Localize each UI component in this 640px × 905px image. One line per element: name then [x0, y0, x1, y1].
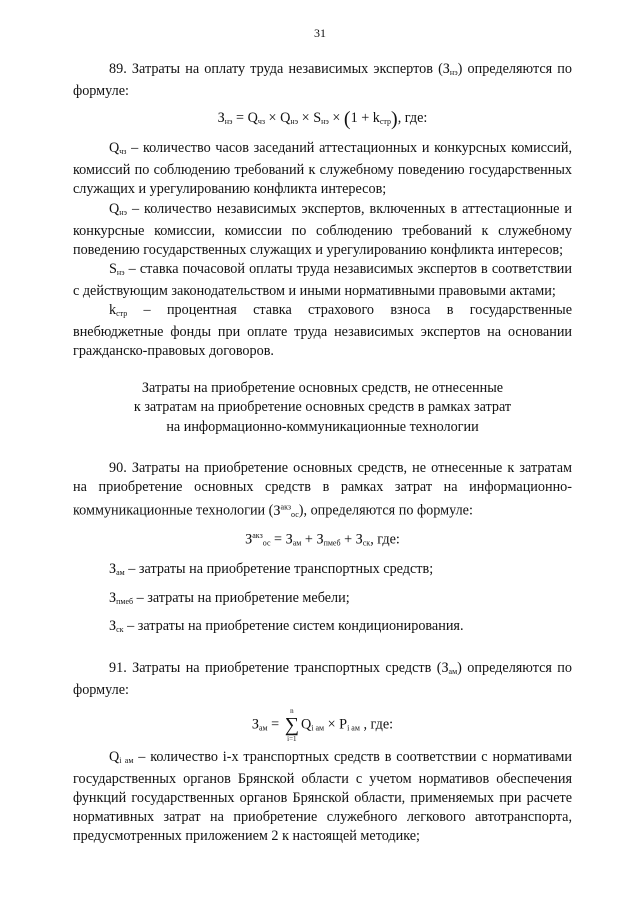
paragraph-89: 89. Затраты на оплату труда независимых экспертов $(З_{нэ})$ определяются по формуле:	[73, 61, 572, 100]
section-heading	[73, 379, 572, 436]
definition-q-iam: $Q_{i ам}$ – количество i-х транспортных средств в соответствии с нормативами государственных органов Брянской области с учетом нормативов обеспечения функций государственных органов Брянской области, применяемых при расчете нормативных затрат на приобретение служебного легкового автотранспорта, предусмотренных приложением 2 к настоящей методике;	[73, 748, 572, 845]
summation: n ∑ i=1	[284, 706, 299, 743]
heading-line: на информационно-коммуникационные технологии	[166, 418, 479, 435]
paragraph-90: 90. Затраты на приобретение основных средств, не отнесенные к затратам на приобретение основных средств в рамках затрат на информационно-коммуникационные технологии $(З^{акз}_{ос})$, определяются по формуле:	[73, 459, 572, 519]
paragraph-91: 91. Затраты на приобретение транспортных средств $(З_{ам})$ определяются по формуле:	[73, 659, 572, 698]
symbol: $З^{акз}_{ос}$	[273, 501, 299, 519]
definition-k-str: $k_{стр}$ – процентная ставка страхового взноса в государственные внебюджетные фонды при оплате труда независимых экспертов на основании гражданско-правовых договоров.	[73, 302, 572, 360]
definition-z-am: $З_{ам}$ – затраты на приобретение транспортных средств;	[109, 561, 434, 578]
definition-q-chz: $Q_{чз}$ – количество часов заседаний аттестационных и конкурсных комиссий, комиссий по соблюдению требований к служебному поведению государственных служащих и урегулированию конфликта интересов;	[73, 140, 572, 198]
heading-line: к затратам на приобретение основных средств в рамках затрат	[133, 399, 512, 416]
document-body	[73, 60, 572, 846]
formula-91: $З_{ам}$ = n ∑ i=1 $Q_{i ам} \times P_{i ам}$ , где:	[251, 706, 394, 743]
formula-90: $З^{акз}_{ос} = З_{ам} + З_{пмеб} + З_{ск}$, где:	[245, 530, 400, 548]
definition-q-ne: $Q_{нэ}$ – количество независимых экспертов, включенных в аттестационные и конкурсные комиссии, комиссии по соблюдению требований к служебному поведению государственных служащих и урегулированию конфликта интересов;	[73, 200, 572, 258]
definition-z-pmeb: $З_{пмеб}$ – затраты на приобретение мебели;	[109, 589, 350, 606]
symbol: $З_{ам}$	[441, 659, 458, 676]
definition-s-ne: $S_{нэ}$ – ставка почасовой оплаты труда независимых экспертов в соответствии с действующим законодательством и иными нормативными правовыми актами;	[73, 260, 572, 299]
formula-89: $З_{нэ} = Q_{чз} \times Q_{нэ} \times S_{нэ} \times (1 + k_{стр})$, где:	[217, 108, 428, 131]
symbol: $З_{нэ}$	[442, 61, 458, 77]
page-number: 31	[314, 26, 326, 40]
heading-line: Затраты на приобретение основных средств, не отнесенные	[141, 380, 504, 397]
definition-z-sk: $З_{ск}$ – затраты на приобретение систем кондиционирования.	[109, 617, 464, 634]
